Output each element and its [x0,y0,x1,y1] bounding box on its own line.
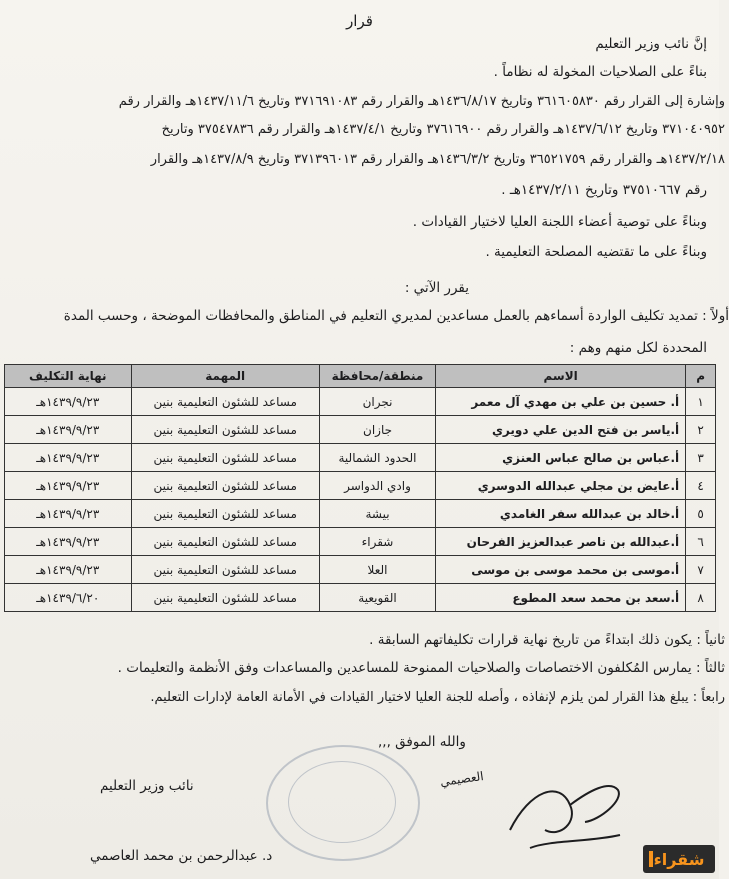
row-num: ٨ [686,584,716,612]
row-task: مساعد للشئون التعليمية بنين [131,472,319,500]
header-name: الاسم [436,365,686,388]
row-task: مساعد للشئون التعليمية بنين [131,416,319,444]
row-name: أ.سعد بن محمد سعد المطوع [436,584,686,612]
row-num: ٦ [686,528,716,556]
row-name: أ.عايض بن مجلي عبدالله الدوسري [436,472,686,500]
table-row [5,584,716,612]
intro-line-8: وبناءً على ما تقتضيه المصلحة التعليمية . [485,244,707,260]
header-num: م [686,365,716,388]
signatory-name: د. عبدالرحمن بن محمد العاصمي [90,848,273,864]
row-region: القويعية [319,584,435,612]
row-end: ١٤٣٩/٩/٢٣هـ [5,444,132,472]
row-num: ٧ [686,556,716,584]
table-row [5,500,716,528]
first-item-line1: أولاً : تمديد تكليف الواردة أسماءهم بالعمل مساعدين لمديري التعليم في المناطق والمحافظات الموضحة ، وحسب المدة [63,308,729,324]
intro-line-6: رقم ٣٧٥١٠٦٦٧ وتاريخ ١٤٣٧/٢/١١هـ . [501,182,707,198]
row-name: أ.موسى بن محمد موسى بن موسى [436,556,686,584]
row-region: شقراء [319,528,435,556]
row-task: مساعد للشئون التعليمية بنين [131,528,319,556]
row-end: ١٤٣٩/٩/٢٣هـ [5,528,132,556]
logo-bar-icon [649,851,653,867]
header-task: المهمة [131,365,319,388]
third-item: ثالثاً : يمارس المُكلفون الاختصاصات والصلاحيات الممنوحة للمساعدين والمساعدات وفق الأنظمة والتعليمات . [117,660,725,676]
intro-line-1: إنَّ نائب وزير التعليم [595,36,707,52]
row-num: ٣ [686,444,716,472]
row-region: جازان [319,416,435,444]
logo-text: شقراء [653,849,705,869]
official-stamp [266,745,420,861]
row-num: ٤ [686,472,716,500]
second-item: ثانياً : يكون ذلك ابتداءً من تاريخ نهاية قرارات تكليفاتهم السابقة . [369,632,725,648]
row-end: ١٤٣٩/٩/٢٣هـ [5,388,132,416]
row-num: ١ [686,388,716,416]
table-row [5,528,716,556]
header-end: نهاية التكليف [5,365,132,388]
row-end: ١٤٣٩/٩/٢٣هـ [5,416,132,444]
row-end: ١٤٣٩/٩/٢٣هـ [5,500,132,528]
row-region: الحدود الشمالية [319,444,435,472]
row-num: ٢ [686,416,716,444]
table-row [5,416,716,444]
table-row [5,472,716,500]
row-name: أ.عباس بن صالح عباس العنزي [436,444,686,472]
row-task: مساعد للشئون التعليمية بنين [131,584,319,612]
signature-mark [500,760,630,860]
intro-line-3: وإشارة إلى القرار رقم ٣٦١٦٠٥٨٣٠ وتاريخ ١٤٣٦/٨/١٧هـ والقرار رقم ٣٧١٦٩١٠٨٣ وتاريخ ١٤٣٧/١١/٦هـ والقرار رقم [118,94,725,109]
intro-line-4: ٣٧١٠٤٠٩٥٢ وتاريخ ١٤٣٧/٦/١٢هـ والقرار رقم ٣٧٦١٦٩٠٠ وتاريخ ١٤٣٧/٤/١هـ والقرار رقم ٣٧٥٤٧٨٣٦ وتاريخ [161,122,725,137]
signature-name-handwritten: العصيمي [439,769,485,789]
row-task: مساعد للشئون التعليمية بنين [131,500,319,528]
table-row [5,444,716,472]
signatory-title: نائب وزير التعليم [100,778,194,794]
row-name: أ. حسين بن علي بن مهدي آل معمر [436,388,686,416]
intro-line-7: وبناءً على توصية أعضاء اللجنة العليا لاختيار القيادات . [412,214,707,230]
row-end: ١٤٣٩/٩/٢٣هـ [5,556,132,584]
fourth-item: رابعاً : يبلغ هذا القرار لمن يلزم لإنفاذه ، وأصله للجنة العليا لاختيار القيادات في الأمانة العامة لإدارات التعليم. [150,690,725,705]
row-end: ١٤٣٩/٩/٢٣هـ [5,472,132,500]
table-header-row [5,365,716,388]
intro-line-5: ١٤٣٧/٢/١٨هـ والقرار رقم ٣٦٥٢١٧٥٩ وتاريخ ١٤٣٦/٣/٢هـ والقرار رقم ٣٧١٣٩٦٠١٣ وتاريخ ١٤٣٧/٨/٩هـ والقرار [150,152,725,167]
row-end: ١٤٣٩/٦/٢٠هـ [5,584,132,612]
first-item-line2: المحددة لكل منهم وهم : [569,340,707,356]
row-region: وادي الدواسر [319,472,435,500]
table-row [5,556,716,584]
document-title: قرار [346,12,373,30]
row-region: بيشة [319,500,435,528]
row-task: مساعد للشئون التعليمية بنين [131,388,319,416]
assignees-table [4,364,716,612]
row-region: العلا [319,556,435,584]
table-row [5,388,716,416]
row-name: أ.عبدالله بن ناصر عبدالعزيز الفرحان [436,528,686,556]
row-region: نجران [319,388,435,416]
shaqra-logo [643,845,715,873]
closing-phrase: والله الموفق ,,, [378,734,466,750]
intro-line-2: بناءً على الصلاحيات المخولة له نظاماً . [493,64,707,80]
header-region: منطقة/محافظة [319,365,435,388]
row-task: مساعد للشئون التعليمية بنين [131,556,319,584]
row-task: مساعد للشئون التعليمية بنين [131,444,319,472]
decides-heading: يقرر الآتي : [404,280,469,296]
row-name: أ.ياسر بن فتح الدين علي دويري [436,416,686,444]
stamp-inner-ring [288,761,396,843]
row-name: أ.خالد بن عبدالله سفر الغامدي [436,500,686,528]
row-num: ٥ [686,500,716,528]
